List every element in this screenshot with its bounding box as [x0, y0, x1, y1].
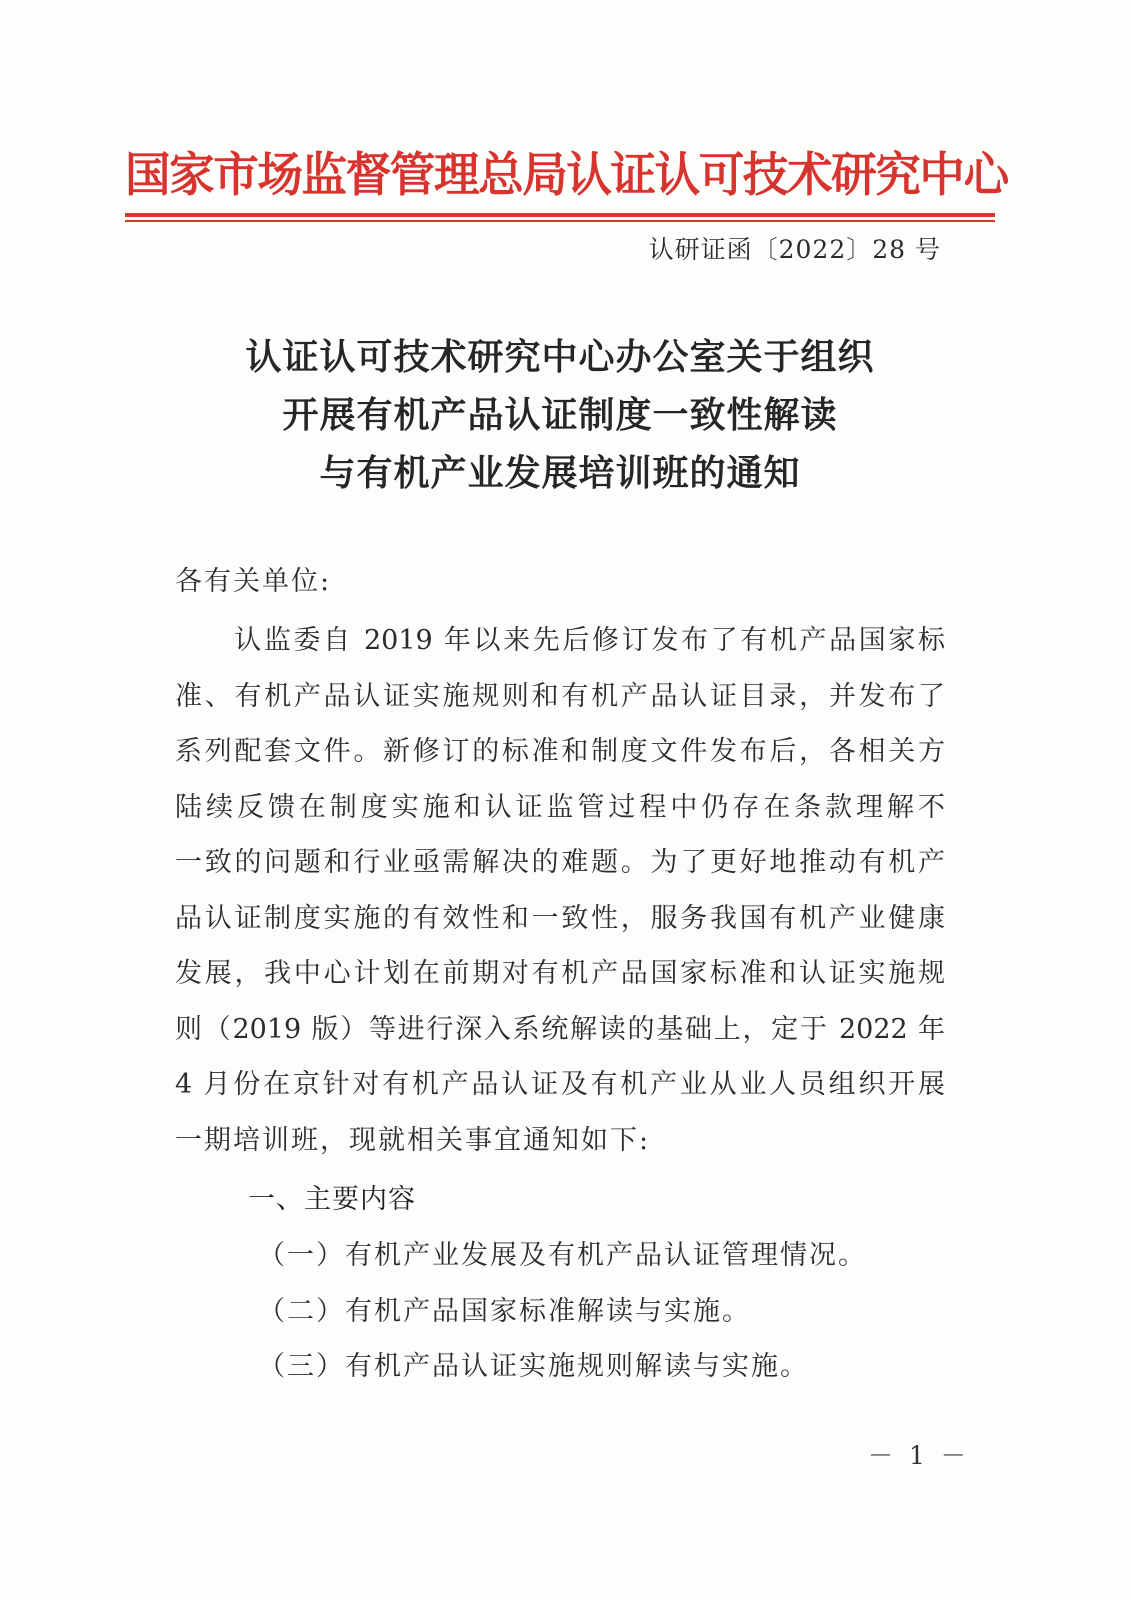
body-line: 准、有机产品认证实施规则和有机产品认证目录，并发布了: [175, 680, 945, 712]
section-heading: 一、主要内容: [248, 1184, 416, 1215]
letterhead-rule-thick: [125, 213, 995, 217]
body-line: 认监委自 2019 年以来先后修订发布了有机产品国家标: [175, 625, 945, 656]
body-line: 发展，我中心计划在前期对有机产品国家标准和认证实施规: [175, 958, 945, 989]
document-title: [170, 328, 950, 502]
title-line: 与有机产业发展培训班的通知: [319, 452, 801, 494]
body-line: 则（2019 版）等进行深入系统解读的基础上，定于 2022 年: [175, 1013, 945, 1045]
body-paragraph: [175, 613, 945, 1168]
title-line: 开展有机产品认证制度一致性解读: [282, 394, 838, 436]
salutation: 各有关单位:: [175, 566, 332, 597]
body-line: 一致的问题和行业亟需解决的难题。为了更好地推动有机产: [175, 847, 945, 878]
body-line: 陆续反馈在制度实施和认证监管过程中仍存在条款理解不: [175, 791, 945, 823]
organization-letterhead: 国家市场监督管理总局认证认可技术研究中心: [125, 148, 1008, 203]
letterhead-rule-thin: [125, 220, 995, 222]
list-item: （一）有机产业发展及有机产品认证管理情况。: [258, 1240, 867, 1271]
body-line: 一期培训班，现就相关事宜通知如下:: [175, 1124, 651, 1156]
content-list: [258, 1228, 867, 1395]
body-line: 4 月份在京针对有机产品认证及有机产业从业人员组织开展: [175, 1069, 945, 1100]
title-line: 认证认可技术研究中心办公室关于组织: [245, 336, 875, 378]
page-number: － 1 －: [868, 1441, 970, 1470]
list-item: （三）有机产品认证实施规则解读与实施。: [258, 1351, 809, 1382]
list-item: （二）有机产品国家标准解读与实施。: [258, 1295, 751, 1327]
body-line: 品认证制度实施的有效性和一致性，服务我国有机产业健康: [175, 902, 945, 934]
document-number: 认研证函〔2022〕28 号: [648, 235, 941, 264]
body-line: 系列配套文件。新修订的标准和制度文件发布后，各相关方: [175, 736, 945, 767]
